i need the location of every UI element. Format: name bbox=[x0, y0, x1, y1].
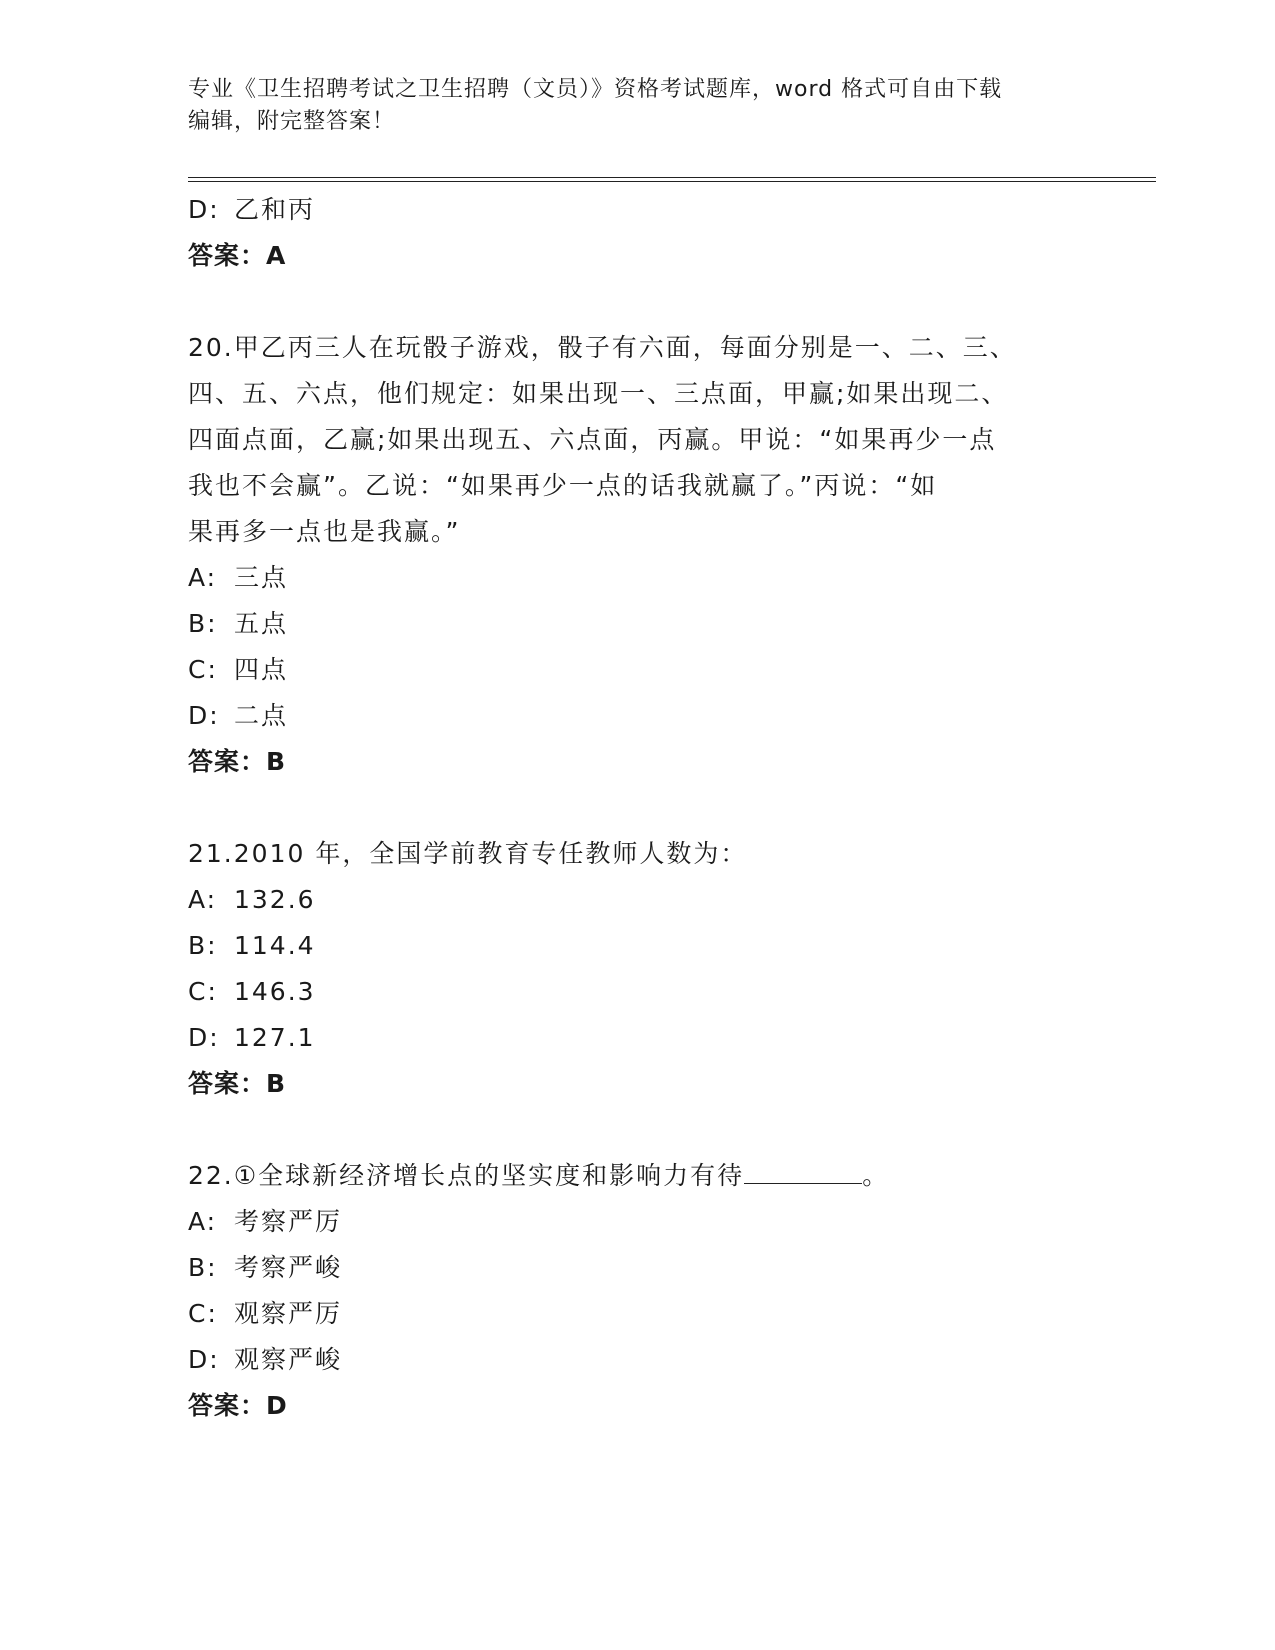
option-letter: C: bbox=[188, 655, 218, 684]
header-line-1: 专业《卫生招聘考试之卫生招聘（文员）》资格考试题库，word 格式可自由下载 bbox=[188, 77, 1003, 102]
option-b bbox=[188, 923, 1088, 969]
answer: 答案：B bbox=[188, 747, 287, 776]
question-21 bbox=[188, 831, 1088, 1107]
option-text: 146.3 bbox=[234, 977, 316, 1006]
option-letter: C: bbox=[188, 1299, 218, 1328]
option-d bbox=[188, 187, 1088, 233]
answer: 答案：B bbox=[188, 1069, 287, 1098]
option-text: 考察严峻 bbox=[234, 1253, 343, 1282]
question-suffix: 。 bbox=[862, 1161, 890, 1190]
option-text: 132.6 bbox=[234, 885, 316, 914]
option-c bbox=[188, 969, 1088, 1015]
option-letter: A: bbox=[188, 563, 218, 592]
option-letter: C: bbox=[188, 977, 218, 1006]
option-text: 127.1 bbox=[234, 1023, 316, 1052]
option-text: 考察严厉 bbox=[234, 1207, 343, 1236]
option-a bbox=[188, 1199, 1088, 1245]
question-text-line: 20.甲乙丙三人在玩骰子游戏，骰子有六面，每面分别是一、二、三、 bbox=[188, 333, 1017, 362]
option-letter: D: bbox=[188, 701, 220, 730]
question-22 bbox=[188, 1153, 1088, 1429]
page-header bbox=[188, 74, 1088, 138]
answer: 答案：A bbox=[188, 241, 287, 270]
option-letter: D: bbox=[188, 1023, 220, 1052]
question-text-line: 我也不会赢”。乙说：“如果再少一点的话我就赢了。”丙说：“如 bbox=[188, 471, 938, 500]
option-text: 观察严峻 bbox=[234, 1345, 343, 1374]
question-text-line: 果再多一点也是我赢。” bbox=[188, 517, 461, 546]
question-text-line bbox=[188, 1153, 1088, 1199]
option-a bbox=[188, 555, 1088, 601]
option-letter: B: bbox=[188, 931, 218, 960]
option-letter: B: bbox=[188, 609, 218, 638]
option-text: 114.4 bbox=[234, 931, 316, 960]
option-d bbox=[188, 1337, 1088, 1383]
option-text: 四点 bbox=[234, 655, 289, 684]
option-b bbox=[188, 1245, 1088, 1291]
option-text: 乙和丙 bbox=[234, 195, 316, 224]
option-d bbox=[188, 693, 1088, 739]
option-text: 三点 bbox=[234, 563, 289, 592]
option-c bbox=[188, 1291, 1088, 1337]
answer: 答案：D bbox=[188, 1391, 288, 1420]
option-text: 二点 bbox=[234, 701, 289, 730]
question-text-line: 21.2010 年，全国学前教育专任教师人数为： bbox=[188, 839, 748, 868]
option-text: 五点 bbox=[234, 609, 289, 638]
question-prefix: 22.①全球新经济增长点的坚实度和影响力有待 bbox=[188, 1161, 745, 1190]
header-divider bbox=[188, 177, 1156, 182]
header-line-2: 编辑，附完整答案！ bbox=[188, 109, 396, 134]
option-letter: A: bbox=[188, 885, 218, 914]
document-body bbox=[188, 187, 1088, 1429]
option-a bbox=[188, 877, 1088, 923]
question-text-line: 四面点面，乙赢;如果出现五、六点面，丙赢。甲说：“如果再少一点 bbox=[188, 425, 997, 454]
option-letter: B: bbox=[188, 1253, 218, 1282]
spacer bbox=[188, 785, 1088, 831]
spacer bbox=[188, 279, 1088, 325]
spacer bbox=[188, 1107, 1088, 1153]
question-20 bbox=[188, 325, 1088, 785]
option-c bbox=[188, 647, 1088, 693]
fill-in-blank bbox=[744, 1153, 862, 1184]
option-letter: A: bbox=[188, 1207, 218, 1236]
option-text: 观察严厉 bbox=[234, 1299, 343, 1328]
question-text-line: 四、五、六点，他们规定：如果出现一、三点面，甲赢;如果出现二、 bbox=[188, 379, 1009, 408]
option-d bbox=[188, 1015, 1088, 1061]
option-b bbox=[188, 601, 1088, 647]
option-letter: D: bbox=[188, 1345, 220, 1374]
option-letter: D: bbox=[188, 195, 220, 224]
